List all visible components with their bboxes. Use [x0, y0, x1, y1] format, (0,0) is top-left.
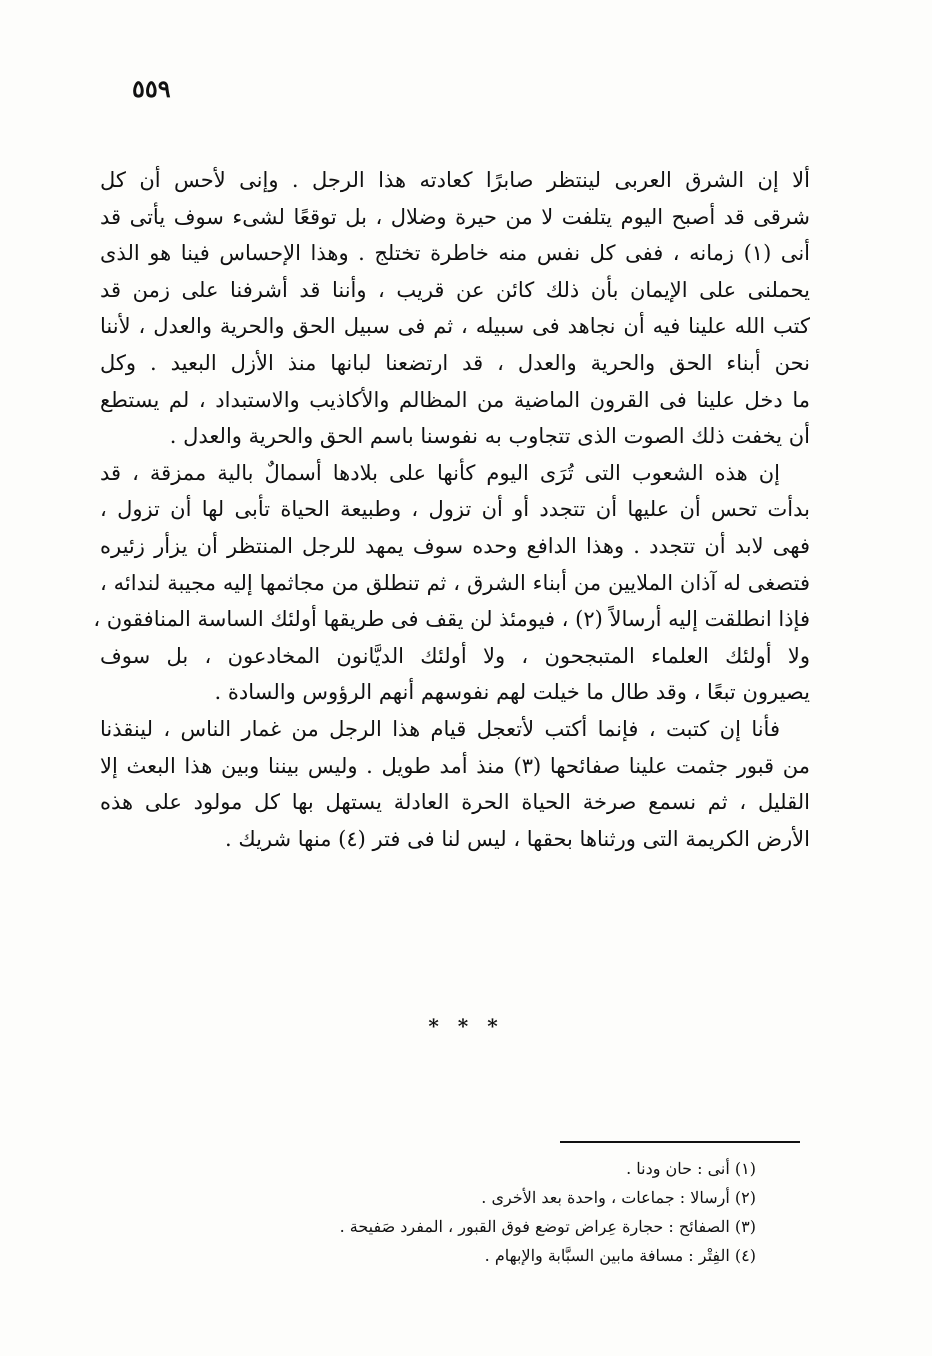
- text-line: من قبور جثمت علينا صفائحها (٣) منذ أمد طويل . وليس بيننا وبين هذا البعث إلا: [100, 753, 810, 778]
- text-line: الأرض الكريمة التى ورثناها بحقها ، ليس لنا فى فتر (٤) منها شريك .: [225, 826, 810, 851]
- footnotes: [196, 1154, 756, 1270]
- main-text: [93, 162, 810, 857]
- text-line: كتب الله علينا فيه أن نجاهد فى سبيله ، ثم فى سبيل الحق والحرية والعدل ، لأننا: [100, 314, 810, 339]
- section-separator: * * *: [428, 1014, 504, 1038]
- text-line: فتصغى له آذان الملايين من أبناء الشرق ، ثم تنطلق من مجاثمها إليه مجيبة لندائه ،: [100, 570, 810, 595]
- text-line: فأنا إن كتبت ، فإنما أكتب لأتعجل قيام هذا الرجل من غمار الناس ، لينقذنا: [100, 716, 780, 741]
- footnote: (٣) الصفائح : حجارة عِراض توضع فوق القبور ، المفرد صَفيحة .: [339, 1217, 756, 1236]
- text-line: أنى (١) زمانه ، ففى كل نفس منه خاطرة تختلج . وهذا الإحساس فينا هو الذى: [100, 241, 810, 266]
- footnote: (٤) الفِتْر : مسافة مابين السبَّابة والإبهام .: [484, 1246, 756, 1265]
- text-line: بدأت تحس أن عليها أن تتجدد أو أن تزول ، وطبيعة الحياة تأبى لها أن تزول ،: [100, 497, 810, 522]
- text-line: شرقى قد أصبح اليوم يتلفت لا من حيرة وضلال ، بل توقعًا لشىء سوف يأتى قد: [100, 204, 810, 229]
- footnote: (١) أنى : حان ودنا .: [626, 1159, 756, 1178]
- text-line: فإذا انطلقت إليه أرسالاً (٢) ، فيومئذ لن يقف فى طريقها أولئك الساسة المنافقون ،: [93, 607, 810, 632]
- footnote: (٢) أرسالا : جماعات ، واحدة بعد الأخرى .: [481, 1188, 756, 1207]
- text-line: ما دخل علينا فى القرون الماضية من المظالم والأكاذيب والاستبداد ، لم يستطع: [100, 387, 810, 412]
- page-number: ٥٥٩: [132, 74, 171, 103]
- text-line: إن هذه الشعوب التى تُرَى اليوم كأنها على بلادها أسمالٌ بالية ممزقة ، قد: [100, 460, 780, 485]
- text-line: يصيرون تبعًا ، وقد طال ما خيلت لهم نفوسهم أنهم الرؤوس والسادة .: [214, 680, 810, 705]
- text-line: القليل ، ثم نسمع صرخة الحياة الحرة العادلة يستهل بها كل مولود على هذه: [100, 790, 810, 815]
- text-line: يحملنى على الإيمان بأن ذلك كائن عن قريب ، وأننا قد أشرفنا على زمن قد: [100, 277, 810, 302]
- text-line: أن يخفت ذلك الصوت الذى تتجاوب به نفوسنا باسم الحق والحرية والعدل .: [169, 424, 810, 449]
- text-line: نحن أبناء الحق والحرية والعدل ، قد ارتضعنا لبانها منذ الأزل البعيد . وكل: [100, 350, 810, 375]
- text-line: ولا أولئك العلماء المتبجحون ، ولا أولئك الديَّانون المخادعون ، بل سوف: [100, 643, 810, 668]
- footnote-divider: [560, 1141, 800, 1143]
- text-line: ألا إن الشرق العربى لينتظر صابرًا كعادته هذا الرجل . وإنى لأحس أن كل: [100, 168, 810, 192]
- text-line: فهى لابد أن تتجدد . وهذا الدافع وحده سوف يمهد للرجل المنتظر أن يزأر زئيره: [100, 533, 810, 558]
